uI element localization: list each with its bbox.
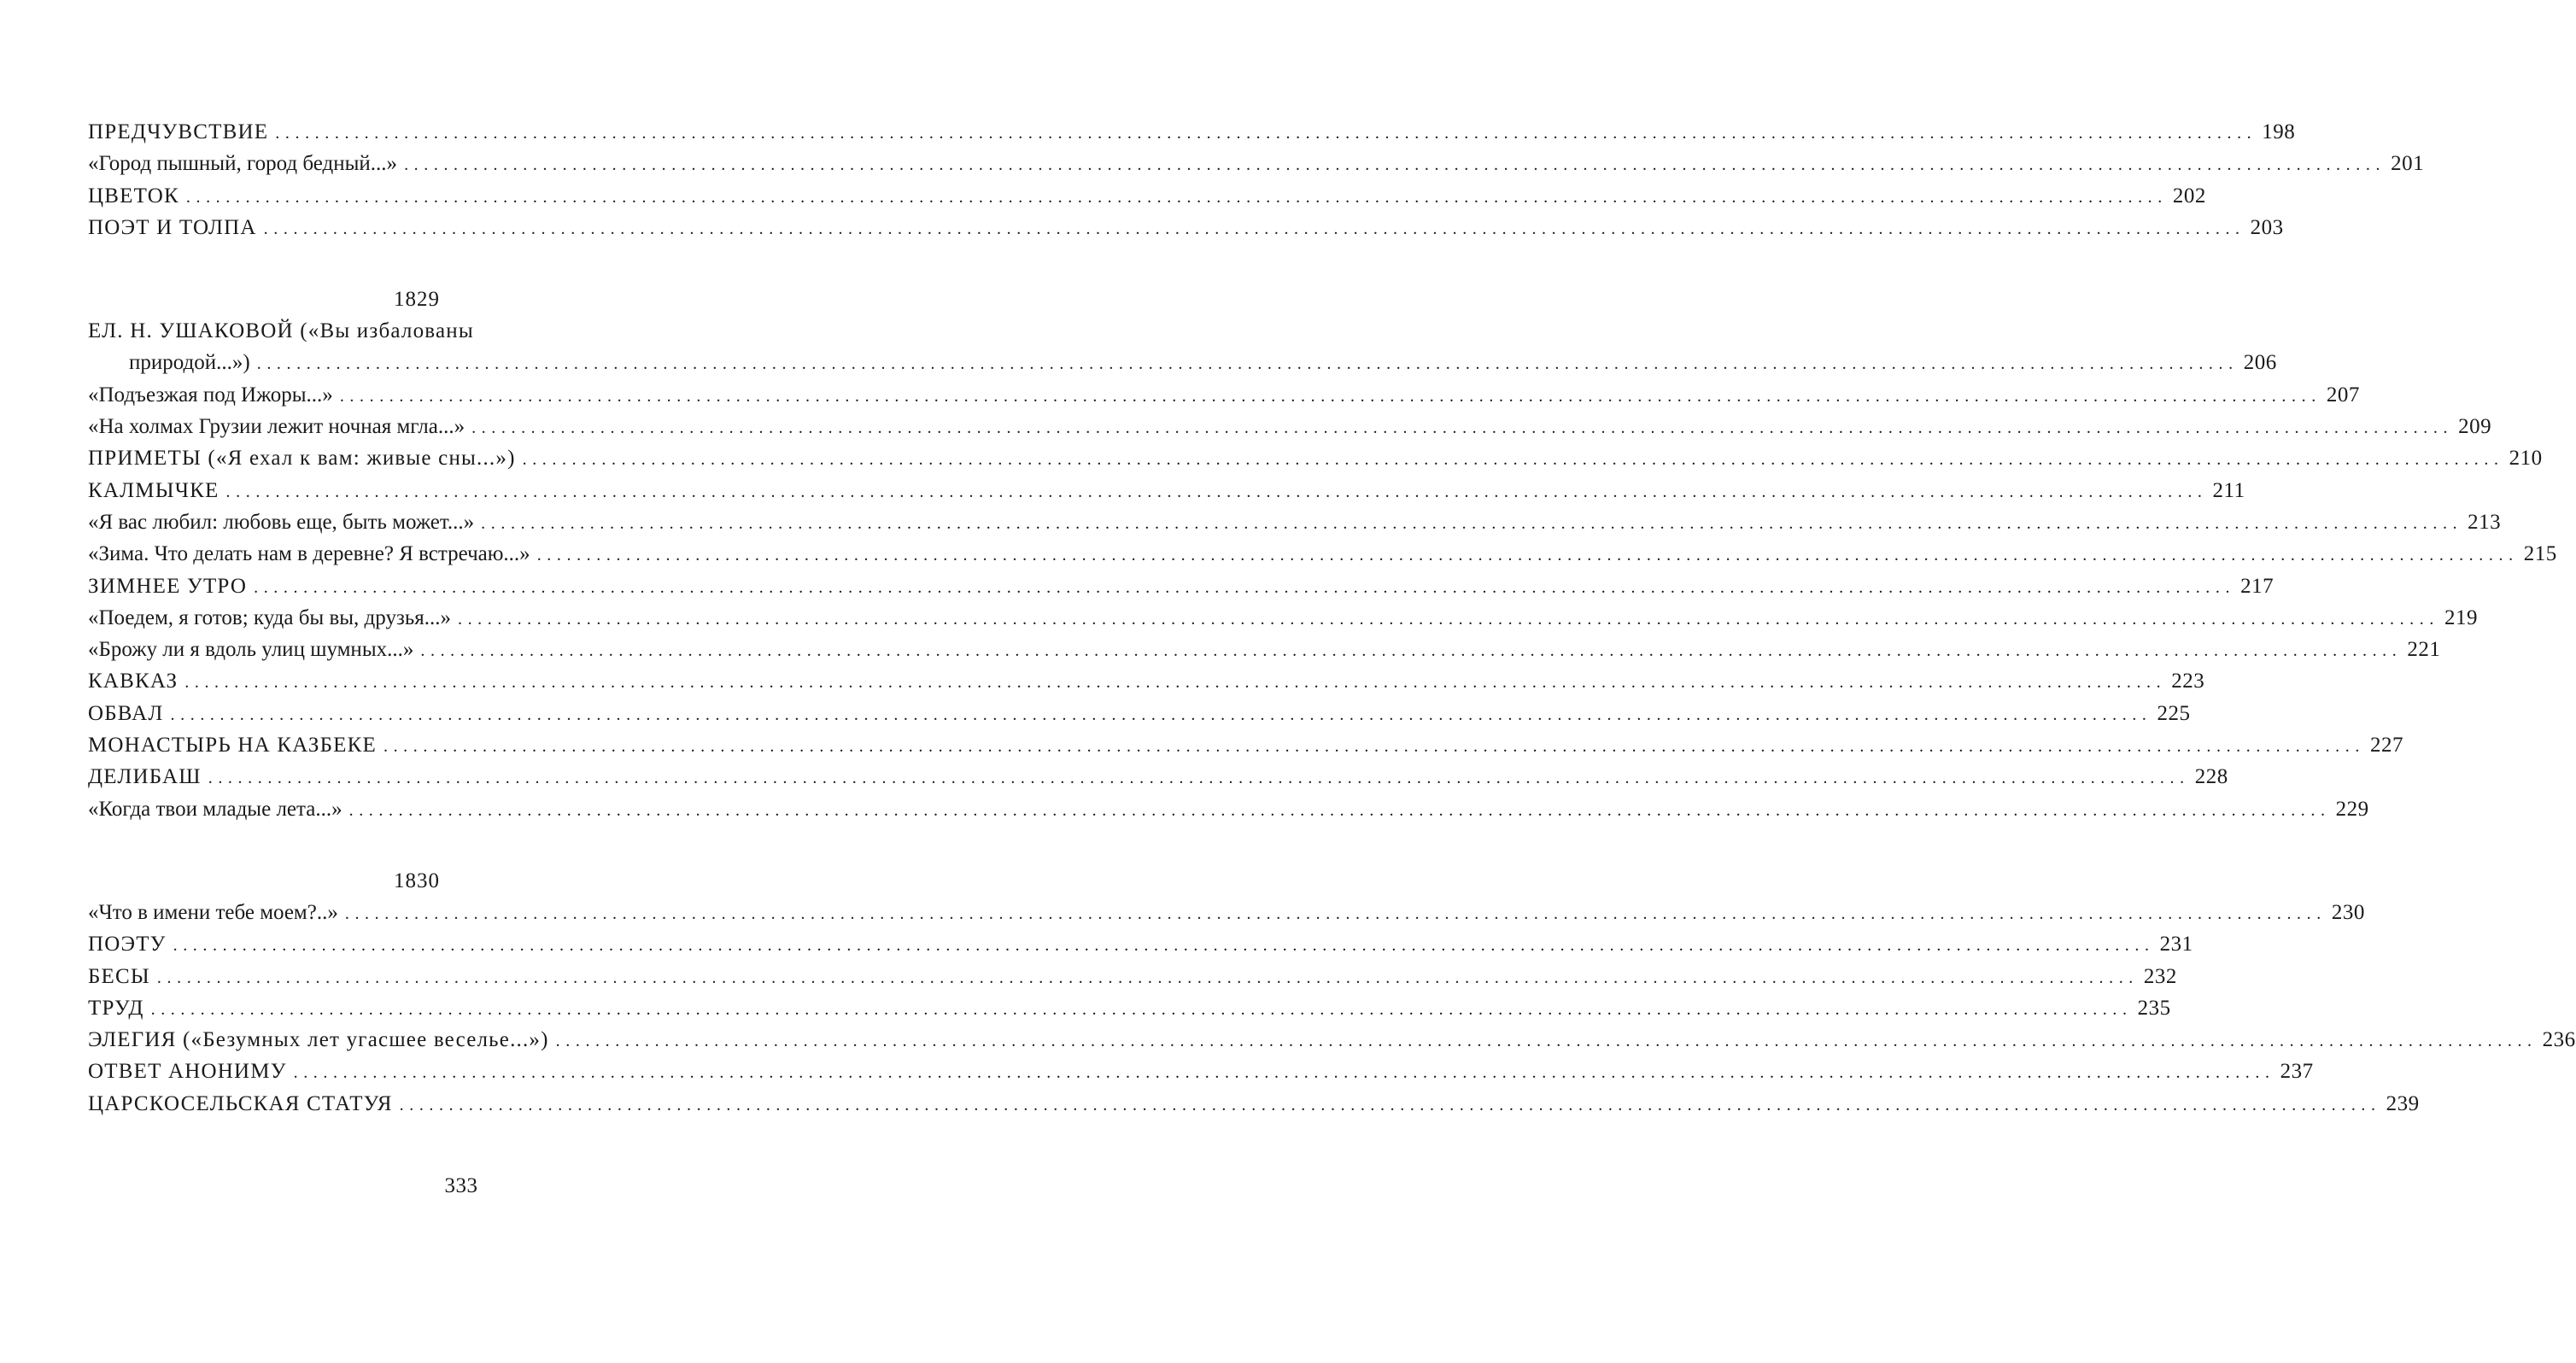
toc-entry[interactable] bbox=[88, 729, 2403, 761]
dot-leader: ........................................................................................................................................................................................................ bbox=[420, 641, 2403, 661]
dot-leader: ........................................................................................................................................................................................................ bbox=[256, 354, 2239, 374]
year-heading: 1830 bbox=[394, 869, 440, 892]
entry-page-number: 203 bbox=[2250, 215, 2284, 239]
dot-leader: ........................................................................................................................................................................................................ bbox=[225, 482, 2208, 501]
entry-page-number: 239 bbox=[2386, 1091, 2420, 1115]
entry-page-number: 223 bbox=[2171, 670, 2205, 693]
dot-leader: ........................................................................................................................................................................................................ bbox=[254, 577, 2236, 597]
entry-title: «Поедем, я готов; куда бы вы, друзья...» bbox=[88, 605, 451, 629]
entry-page-number: 202 bbox=[2172, 184, 2206, 208]
entry-title: ЭЛЕГИЯ («Безумных лет угасшее веселье...») bbox=[88, 1028, 549, 1052]
toc-list bbox=[88, 116, 2576, 1120]
page-number: 333 bbox=[444, 1174, 478, 1197]
dot-leader: ........................................................................................................................................................................................................ bbox=[185, 187, 2168, 207]
toc-entry[interactable] bbox=[88, 475, 2245, 506]
toc-entry[interactable] bbox=[88, 961, 2177, 992]
entry-title: ОТВЕТ АНОНИМУ bbox=[88, 1060, 287, 1084]
toc-entry[interactable] bbox=[88, 315, 746, 347]
toc-entry[interactable] bbox=[88, 897, 2365, 928]
dot-leader: ........................................................................................................................................................................................................ bbox=[150, 999, 2133, 1019]
dot-leader: ........................................................................................................................................................................................................ bbox=[156, 968, 2139, 987]
entry-page-number: 232 bbox=[2143, 964, 2177, 988]
entry-title: ОБВАЛ bbox=[88, 701, 164, 725]
entry-title: ПОЭТ И ТОЛПА bbox=[88, 215, 257, 239]
entry-title: «На холмах Грузии лежит ночная мгла...» bbox=[88, 415, 465, 439]
entry-title: «Когда твои младые лета...» bbox=[88, 797, 342, 821]
dot-leader: ........................................................................................................................................................................................................ bbox=[536, 546, 2519, 565]
year-heading: 1829 bbox=[394, 288, 440, 312]
entry-title: «Город пышный, город бедный...» bbox=[88, 152, 398, 176]
toc-entry[interactable] bbox=[88, 928, 2193, 960]
entry-title: ЗИМНЕЕ УТРО bbox=[88, 574, 248, 598]
entry-page-number: 235 bbox=[2137, 996, 2171, 1020]
toc-entry[interactable] bbox=[88, 992, 2171, 1024]
toc-entry-continuation[interactable] bbox=[88, 347, 2277, 378]
entry-page-number: 219 bbox=[2444, 605, 2478, 629]
dot-leader: ........................................................................................................................................................................................................ bbox=[173, 936, 2155, 956]
entry-page-number: 236 bbox=[2542, 1028, 2576, 1052]
dot-leader: ........................................................................................................................................................................................................ bbox=[208, 769, 2190, 788]
toc-entry[interactable] bbox=[88, 411, 2492, 442]
dot-leader: ........................................................................................................................................................................................................ bbox=[471, 418, 2454, 438]
entry-page-number: 227 bbox=[2369, 734, 2403, 758]
dot-leader: ........................................................................................................................................................................................................ bbox=[170, 705, 2152, 724]
entry-page-number: 228 bbox=[2194, 765, 2228, 789]
dot-leader: ........................................................................................................................................................................................................ bbox=[555, 1032, 2538, 1051]
entry-title: МОНАСТЫРЬ НА КАЗБЕКЕ bbox=[88, 734, 377, 758]
entry-page-number: 217 bbox=[2240, 574, 2274, 598]
toc-entry[interactable] bbox=[88, 442, 2543, 474]
entry-page-number: 211 bbox=[2212, 478, 2245, 502]
toc-entry[interactable] bbox=[88, 602, 2478, 634]
entry-page-number: 221 bbox=[2407, 638, 2441, 662]
dot-leader: ........................................................................................................................................................................................................ bbox=[481, 513, 2463, 533]
dot-leader: ........................................................................................................................................................................................................ bbox=[404, 155, 2386, 175]
toc-entry[interactable] bbox=[88, 761, 2228, 793]
entry-title: КАЛМЫЧКЕ bbox=[88, 478, 220, 502]
entry-title-continuation: природой...») bbox=[129, 351, 250, 375]
dot-leader: ........................................................................................................................................................................................................ bbox=[348, 800, 2331, 820]
entry-title: ЦАРСКОСЕЛЬСКАЯ СТАТУЯ bbox=[88, 1091, 393, 1115]
entry-page-number: 215 bbox=[2523, 542, 2557, 566]
toc-entry[interactable] bbox=[88, 148, 2425, 179]
entry-page-number: 209 bbox=[2458, 415, 2492, 439]
entry-title: ПОЭТУ bbox=[88, 933, 167, 956]
entry-title: «Брожу ли я вдоль улиц шумных...» bbox=[88, 638, 414, 662]
entry-title: ЕЛ. Н. УШАКОВОЙ («Вы избалованы bbox=[88, 319, 474, 343]
dot-leader: ........................................................................................................................................................................................................ bbox=[339, 386, 2321, 406]
entry-page-number: 229 bbox=[2335, 797, 2369, 821]
toc-entry[interactable] bbox=[88, 570, 2274, 602]
toc-entry[interactable] bbox=[88, 665, 2205, 697]
dot-leader: ........................................................................................................................................................................................................ bbox=[399, 1095, 2381, 1114]
entry-title: ПРЕДЧУВСТВИЕ bbox=[88, 120, 269, 143]
entry-page-number: 213 bbox=[2468, 510, 2502, 534]
entry-title: ТРУД bbox=[88, 996, 144, 1020]
entry-page-number: 207 bbox=[2326, 383, 2360, 407]
toc-entry[interactable] bbox=[88, 634, 2441, 665]
toc-entry[interactable] bbox=[88, 698, 2191, 729]
toc-entry[interactable] bbox=[88, 212, 2284, 243]
entry-title: КАВКАЗ bbox=[88, 670, 179, 693]
dot-leader: ........................................................................................................................................................................................................ bbox=[184, 673, 2167, 693]
entry-page-number: 230 bbox=[2331, 900, 2365, 924]
entry-page-number: 201 bbox=[2391, 152, 2425, 176]
entry-page-number: 225 bbox=[2157, 701, 2191, 725]
toc-entry[interactable] bbox=[88, 180, 2206, 212]
dot-leader: ........................................................................................................................................................................................................ bbox=[293, 1063, 2275, 1083]
toc-entry[interactable] bbox=[88, 793, 2369, 825]
toc-entry[interactable] bbox=[88, 1056, 2314, 1087]
toc-entry[interactable] bbox=[88, 506, 2502, 538]
dot-leader: ........................................................................................................................................................................................................ bbox=[522, 450, 2504, 470]
entry-page-number: 231 bbox=[2159, 933, 2193, 956]
entry-page-number: 237 bbox=[2280, 1060, 2314, 1084]
toc-entry[interactable] bbox=[88, 1024, 2576, 1056]
dot-leader: ........................................................................................................................................................................................................ bbox=[383, 737, 2365, 757]
entry-title: «Подъезжая под Ижоры...» bbox=[88, 383, 333, 407]
entry-page-number: 206 bbox=[2243, 351, 2277, 375]
dot-leader: ........................................................................................................................................................................................................ bbox=[344, 904, 2327, 923]
toc-entry[interactable] bbox=[88, 538, 2557, 570]
entry-title: «Что в имени тебе моем?..» bbox=[88, 900, 338, 924]
entry-title: ЦВЕТОК bbox=[88, 184, 179, 208]
entry-title: ПРИМЕТЫ («Я ехал к вам: живые сны...») bbox=[88, 447, 516, 471]
dot-leader: ........................................................................................................................................................................................................ bbox=[275, 124, 2257, 143]
entry-title: «Я вас любил: любовь еще, быть может...» bbox=[88, 510, 475, 534]
toc-entry[interactable] bbox=[88, 1088, 2420, 1120]
entry-page-number: 198 bbox=[2262, 120, 2296, 143]
table-of-contents bbox=[88, 116, 2576, 1120]
toc-entry[interactable] bbox=[88, 116, 2296, 148]
toc-entry[interactable] bbox=[88, 379, 2360, 411]
entry-title: БЕСЫ bbox=[88, 964, 150, 988]
dot-leader: ........................................................................................................................................................................................................ bbox=[457, 609, 2439, 629]
dot-leader: ........................................................................................................................................................................................................ bbox=[263, 219, 2245, 238]
entry-page-number: 210 bbox=[2509, 447, 2543, 471]
entry-title: ДЕЛИБАШ bbox=[88, 765, 202, 789]
entry-title: «Зима. Что делать нам в деревне? Я встречаю...» bbox=[88, 542, 530, 566]
